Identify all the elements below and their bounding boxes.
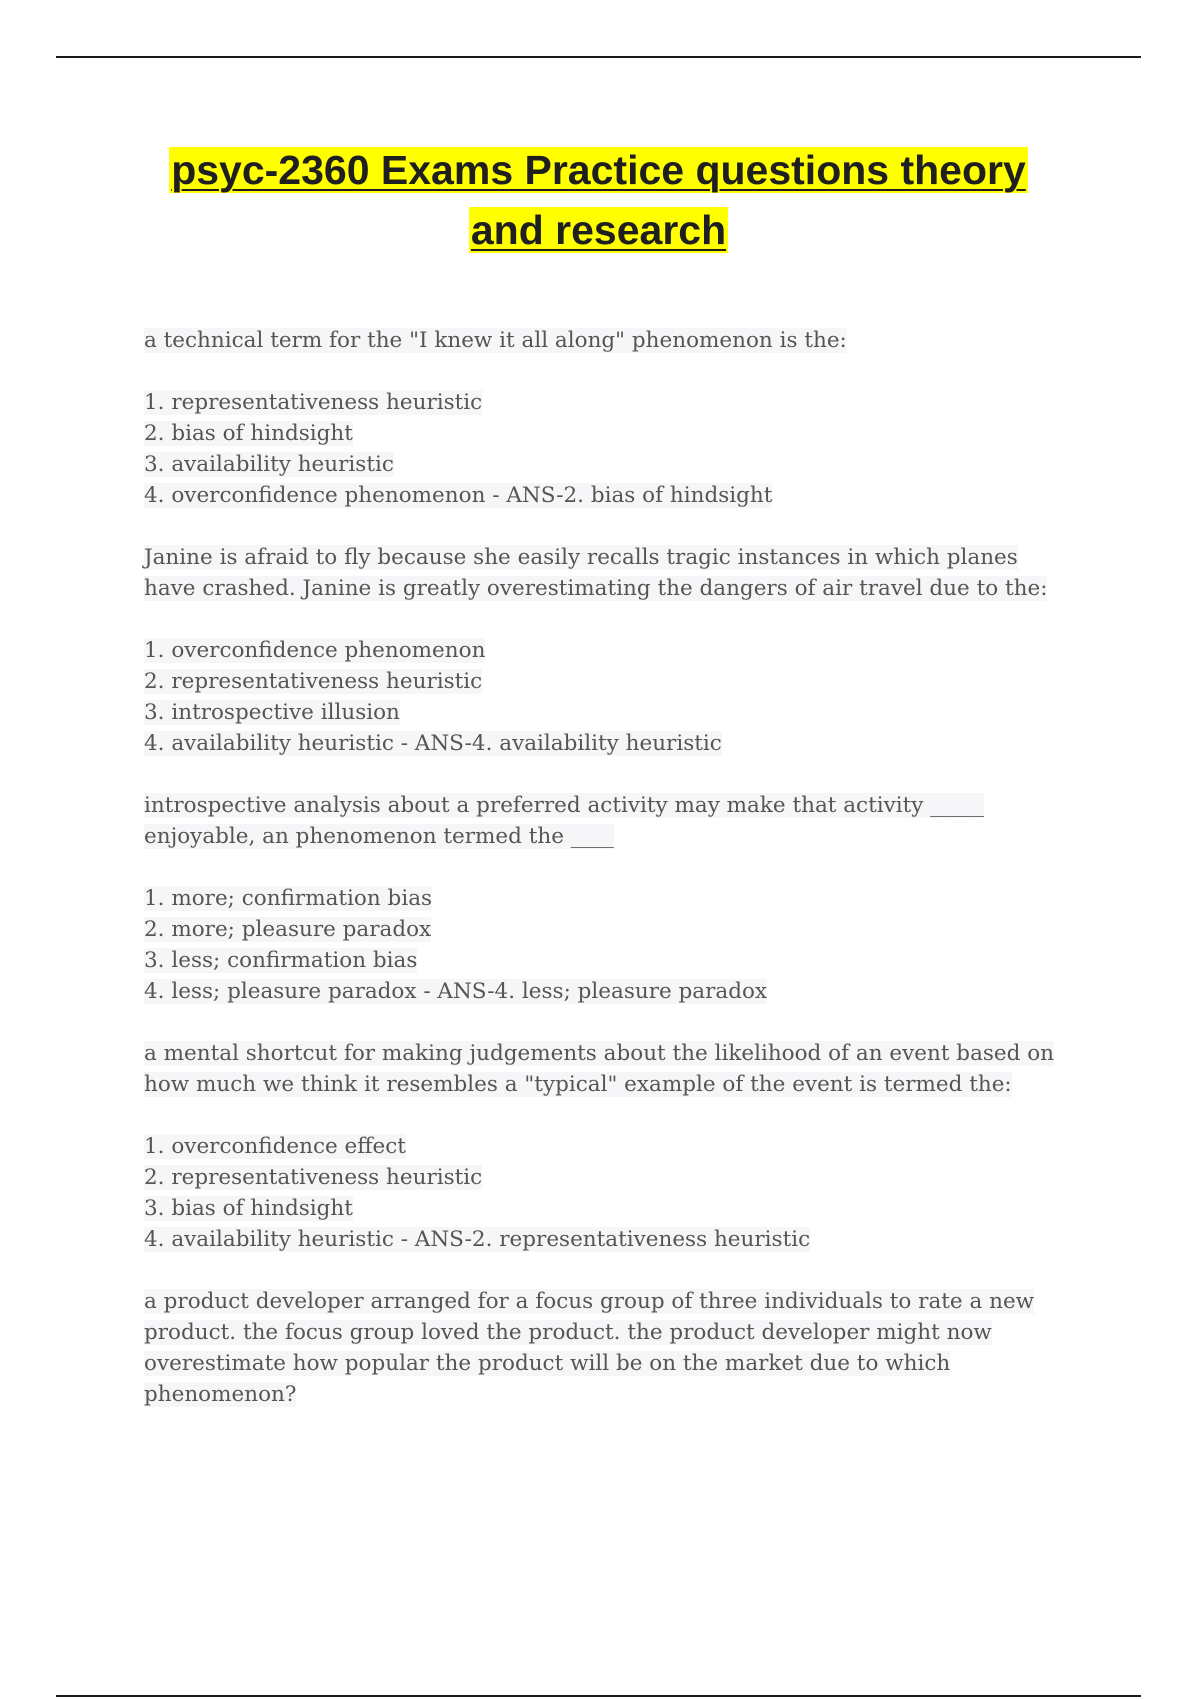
answer-option-with-answer: 4. overconfidence phenomenon - ANS-2. bias of hindsight: [144, 483, 773, 508]
document-title: [56, 140, 1141, 260]
question-stem: have crashed. Janine is greatly overestimating the dangers of air travel due to the:: [144, 576, 1048, 601]
question-stem: overestimate how popular the product will be on the market due to which: [144, 1351, 951, 1376]
top-rule: [56, 56, 1141, 58]
question-block-2: [144, 542, 1104, 759]
answer-option: 2. bias of hindsight: [144, 421, 353, 446]
answer-option: 2. representativeness heuristic: [144, 669, 483, 694]
question-stem: Janine is afraid to fly because she easily recalls tragic instances in which planes: [144, 545, 1018, 570]
title-line-2: [56, 200, 1141, 260]
question-stem: introspective analysis about a preferred activity may make that activity _____: [144, 793, 985, 818]
answer-option: 1. more; confirmation bias: [144, 886, 433, 911]
question-block-1: [144, 325, 1104, 511]
answer-option-with-answer: 4. availability heuristic - ANS-2. representativeness heuristic: [144, 1227, 811, 1252]
answer-option: 3. introspective illusion: [144, 700, 400, 725]
answer-option-with-answer: 4. availability heuristic - ANS-4. availability heuristic: [144, 731, 722, 756]
answer-option: 3. availability heuristic: [144, 452, 394, 477]
bottom-rule: [56, 1695, 1141, 1697]
answer-option: 3. bias of hindsight: [144, 1196, 353, 1221]
question-block-4: [144, 1038, 1104, 1255]
question-list: [144, 325, 1104, 1441]
question-block-3: [144, 790, 1104, 1007]
title-text-2: and research: [470, 207, 727, 253]
answer-option: 1. representativeness heuristic: [144, 390, 483, 415]
answer-option: 2. representativeness heuristic: [144, 1165, 483, 1190]
question-stem: enjoyable, an phenomenon termed the ____: [144, 824, 614, 849]
question-stem: a product developer arranged for a focus group of three individuals to rate a new: [144, 1289, 1035, 1314]
title-line-1: [56, 140, 1141, 200]
answer-option: 3. less; confirmation bias: [144, 948, 418, 973]
title-text-1: psyc-2360 Exams Practice questions theory: [171, 147, 1026, 193]
question-stem: a technical term for the "I knew it all along" phenomenon is the:: [144, 328, 847, 353]
question-block-5: [144, 1286, 1104, 1410]
answer-option-with-answer: 4. less; pleasure paradox - ANS-4. less; pleasure paradox: [144, 979, 768, 1004]
question-stem: how much we think it resembles a "typical" example of the event is termed the:: [144, 1072, 1012, 1097]
answer-option: 1. overconfidence effect: [144, 1134, 406, 1159]
question-stem: product. the focus group loved the product. the product developer might now: [144, 1320, 992, 1345]
answer-option: 1. overconfidence phenomenon: [144, 638, 486, 663]
question-stem: a mental shortcut for making judgements about the likelihood of an event based on: [144, 1041, 1055, 1066]
question-stem: phenomenon?: [144, 1382, 297, 1407]
answer-option: 2. more; pleasure paradox: [144, 917, 432, 942]
